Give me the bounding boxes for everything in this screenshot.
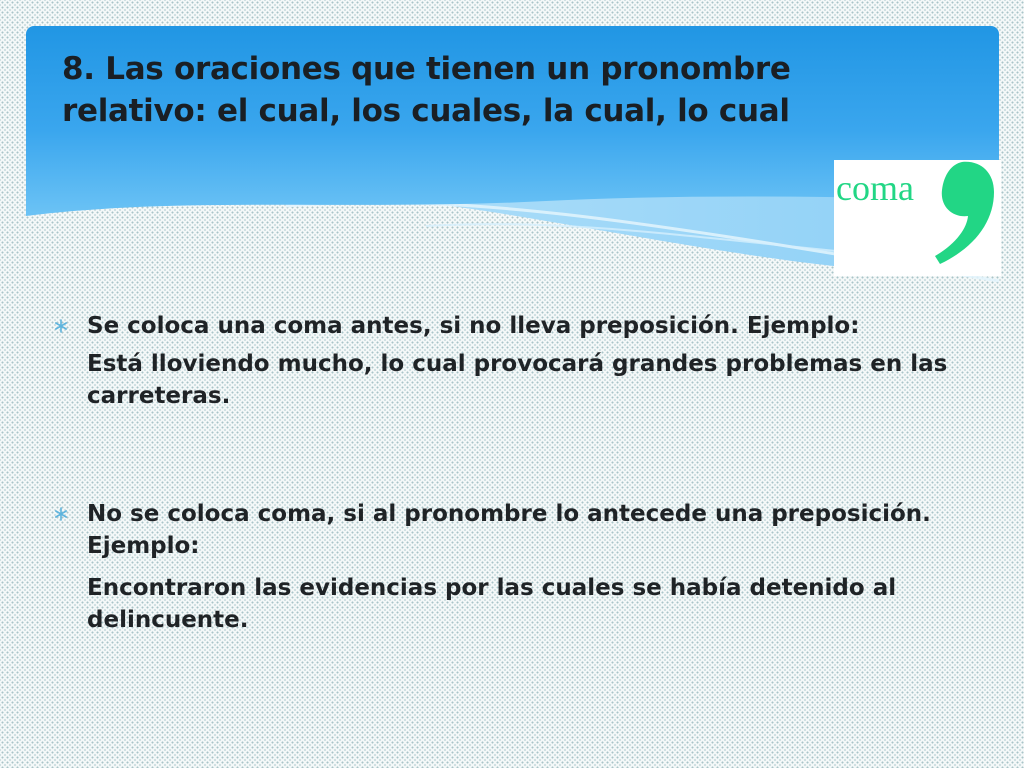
comma-glyph-icon (930, 160, 1000, 276)
bullet-text-1: Se coloca una coma antes, si no lleva preposición. Ejemplo: (87, 313, 860, 339)
bullet-example-1: Está lloviendo mucho, lo cual provocará grandes problemas en las carreteras. (87, 351, 948, 409)
slide-title: 8. Las oraciones que tienen un pronombre relativo: el cual, los cuales, la cual, lo cual (62, 51, 791, 129)
coma-image-word: coma (836, 168, 914, 208)
asterisk-bullet-icon (54, 507, 68, 521)
bullet-text-2: No se coloca coma, si al pronombre lo antecede una preposición. Ejemplo: (87, 501, 931, 559)
coma-image (834, 160, 1001, 276)
bullet-item-2 (54, 498, 974, 636)
bullet-item-1 (54, 310, 974, 412)
bullet-example-2: Encontraron las evidencias por las cuales se había detenido al delincuente. (87, 575, 897, 633)
asterisk-bullet-icon (54, 319, 68, 333)
